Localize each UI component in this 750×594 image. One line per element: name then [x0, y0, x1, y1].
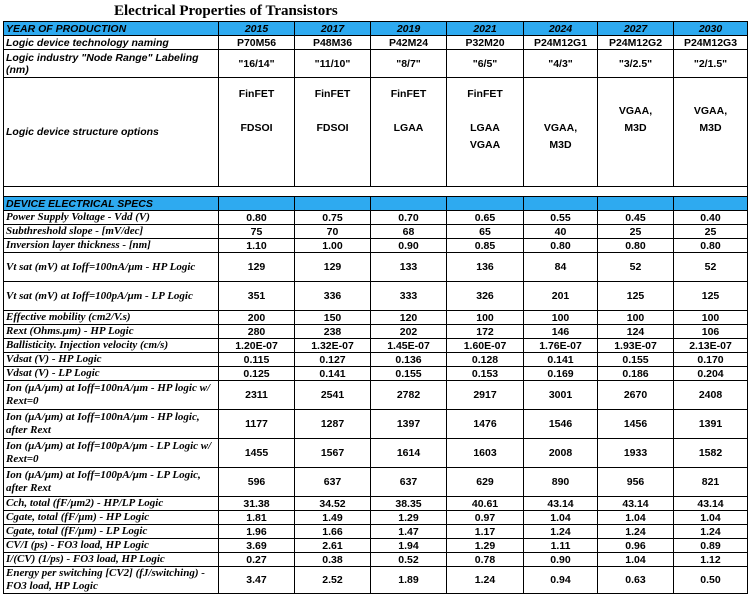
- spec-value: 100: [674, 311, 748, 325]
- spec-value: 956: [598, 468, 674, 497]
- structure-option-line: [449, 105, 521, 118]
- spec-value: 1476: [447, 410, 524, 439]
- spec-value: 1.20E-07: [219, 339, 295, 353]
- spec-label: Vdsat (V) - HP Logic: [4, 353, 219, 367]
- spec-value: 1.45E-07: [371, 339, 447, 353]
- node-range-cell: "8/7": [371, 50, 447, 78]
- spec-value: 1287: [295, 410, 371, 439]
- spec-value: 52: [598, 253, 674, 282]
- year-header-cell: 2021: [447, 22, 524, 36]
- node-range-cell: "3/2.5": [598, 50, 674, 78]
- spec-value: 125: [598, 282, 674, 311]
- spec-value: 1582: [674, 439, 748, 468]
- node-range-cell: "2/1.5": [674, 50, 748, 78]
- spec-value: 0.27: [219, 553, 295, 567]
- structure-option-line: FinFET: [238, 88, 275, 100]
- spec-value: 0.52: [371, 553, 447, 567]
- structure-option-line: M3D: [699, 122, 722, 134]
- specs-header-label: DEVICE ELECTRICAL SPECS: [4, 197, 219, 211]
- transistor-properties-table: [3, 21, 748, 594]
- spec-value: 1.00: [295, 239, 371, 253]
- spec-value: 1.89: [371, 567, 447, 594]
- spec-value: 2917: [447, 381, 524, 410]
- spec-value: 136: [447, 253, 524, 282]
- spec-value: 200: [219, 311, 295, 325]
- year-header-cell: 2019: [371, 22, 447, 36]
- spec-value: 1.81: [219, 511, 295, 525]
- naming-row-label: Logic device technology naming: [4, 36, 219, 50]
- spec-value: 3.47: [219, 567, 295, 594]
- spec-value: 0.90: [524, 553, 598, 567]
- structure-option-line: M3D: [549, 139, 572, 151]
- spec-row: [4, 410, 748, 439]
- spec-value: 890: [524, 468, 598, 497]
- structure-option-cell: [674, 78, 748, 187]
- spec-row: [4, 497, 748, 511]
- spec-value: 125: [674, 282, 748, 311]
- structure-option-line: FinFET: [314, 88, 351, 100]
- spec-value: 2782: [371, 381, 447, 410]
- spec-value: 25: [674, 225, 748, 239]
- spec-value: 1455: [219, 439, 295, 468]
- spec-value: 43.14: [524, 497, 598, 511]
- naming-cell: P24M12G1: [524, 36, 598, 50]
- spec-value: 1.60E-07: [447, 339, 524, 353]
- structure-option-cell: [524, 78, 598, 187]
- spec-value: 0.170: [674, 353, 748, 367]
- spec-value: 106: [674, 325, 748, 339]
- naming-cell: P24M12G2: [598, 36, 674, 50]
- spec-label: Vt sat (mV) at Ioff=100pA/μm - LP Logic: [4, 282, 219, 311]
- spec-value: 84: [524, 253, 598, 282]
- spec-value: 1391: [674, 410, 748, 439]
- spec-value: 1.94: [371, 539, 447, 553]
- spec-value: 38.35: [371, 497, 447, 511]
- specs-header-cell: [219, 197, 295, 211]
- spec-value: 172: [447, 325, 524, 339]
- spec-value: 25: [598, 225, 674, 239]
- spec-value: 1.11: [524, 539, 598, 553]
- spec-row: [4, 511, 748, 525]
- specs-header-cell: [524, 197, 598, 211]
- spec-value: 1567: [295, 439, 371, 468]
- spec-row: [4, 311, 748, 325]
- spec-value: 0.127: [295, 353, 371, 367]
- spec-value: 3.69: [219, 539, 295, 553]
- spec-value: 0.80: [524, 239, 598, 253]
- structure-option-line: M3D: [624, 122, 647, 134]
- spec-value: 351: [219, 282, 295, 311]
- spec-value: 0.115: [219, 353, 295, 367]
- structure-options-row: [4, 78, 748, 187]
- spec-value: 129: [295, 253, 371, 282]
- spec-value: 0.80: [598, 239, 674, 253]
- year-header-cell: 2030: [674, 22, 748, 36]
- spacer-cell: [4, 187, 748, 197]
- naming-cell: P24M12G3: [674, 36, 748, 50]
- specs-header-cell: [674, 197, 748, 211]
- year-header-cell: 2015: [219, 22, 295, 36]
- spec-label: Effective mobility (cm2/V.s): [4, 311, 219, 325]
- spec-value: 1.24: [598, 525, 674, 539]
- naming-cell: P32M20: [447, 36, 524, 50]
- spec-label: CV/I (ps) - FO3 load, HP Logic: [4, 539, 219, 553]
- naming-row: [4, 36, 748, 50]
- spec-value: 1.47: [371, 525, 447, 539]
- spec-value: 0.153: [447, 367, 524, 381]
- spec-value: 31.38: [219, 497, 295, 511]
- structure-option-line: [526, 88, 595, 101]
- spec-value: 1.24: [524, 525, 598, 539]
- spec-value: 43.14: [674, 497, 748, 511]
- specs-header-cell: [295, 197, 371, 211]
- spec-value: 100: [598, 311, 674, 325]
- spec-value: 1.04: [524, 511, 598, 525]
- structure-option-cell: [219, 78, 295, 187]
- spec-value: 0.155: [371, 367, 447, 381]
- document-title: Electrical Properties of Transistors: [114, 3, 338, 19]
- spec-value: 2.52: [295, 567, 371, 594]
- spec-value: 0.80: [219, 211, 295, 225]
- spec-row: [4, 225, 748, 239]
- structure-option-line: VGAA,: [618, 105, 653, 117]
- spec-value: 0.40: [674, 211, 748, 225]
- spec-row: [4, 325, 748, 339]
- spec-value: 0.85: [447, 239, 524, 253]
- spec-value: 146: [524, 325, 598, 339]
- spec-value: 1.04: [674, 511, 748, 525]
- spec-value: 0.65: [447, 211, 524, 225]
- naming-cell: P70M56: [219, 36, 295, 50]
- spec-value: 1.10: [219, 239, 295, 253]
- spec-value: 1.04: [598, 553, 674, 567]
- structure-option-cell: [371, 78, 447, 187]
- spec-value: 596: [219, 468, 295, 497]
- spec-label: Subthreshold slope - [mV/dec]: [4, 225, 219, 239]
- structure-option-line: [373, 105, 444, 118]
- node-range-cell: "6/5": [447, 50, 524, 78]
- spec-value: 0.50: [674, 567, 748, 594]
- spec-row: [4, 353, 748, 367]
- spec-value: 326: [447, 282, 524, 311]
- spec-value: 280: [219, 325, 295, 339]
- spec-value: 2541: [295, 381, 371, 410]
- spec-value: 75: [219, 225, 295, 239]
- spec-value: 0.75: [295, 211, 371, 225]
- spec-value: 202: [371, 325, 447, 339]
- year-header-row: [4, 22, 748, 36]
- spec-value: 1.29: [371, 511, 447, 525]
- spec-value: 1177: [219, 410, 295, 439]
- year-header-label: YEAR OF PRODUCTION: [4, 22, 219, 36]
- spec-value: 2008: [524, 439, 598, 468]
- spec-row: [4, 567, 748, 594]
- spec-value: 0.55: [524, 211, 598, 225]
- spec-row: [4, 439, 748, 468]
- structure-option-cell: [447, 78, 524, 187]
- spec-row: [4, 367, 748, 381]
- spec-row: [4, 282, 748, 311]
- spec-value: 1.93E-07: [598, 339, 674, 353]
- spec-value: 0.155: [598, 353, 674, 367]
- spec-label: Cgate, total (fF/μm) - LP Logic: [4, 525, 219, 539]
- spec-value: 0.141: [524, 353, 598, 367]
- spec-row: [4, 553, 748, 567]
- spec-value: 1397: [371, 410, 447, 439]
- spec-label: Cgate, total (fF/μm) - HP Logic: [4, 511, 219, 525]
- spec-value: 2.61: [295, 539, 371, 553]
- spec-label: Vdsat (V) - LP Logic: [4, 367, 219, 381]
- spec-value: 0.70: [371, 211, 447, 225]
- node-range-cell: "4/3": [524, 50, 598, 78]
- specs-header-cell: [447, 197, 524, 211]
- spec-value: 65: [447, 225, 524, 239]
- structure-option-line: [221, 105, 292, 118]
- spec-row: [4, 239, 748, 253]
- spec-value: 52: [674, 253, 748, 282]
- structure-option-line: FDSOI: [240, 122, 273, 134]
- structure-option-line: VGAA,: [693, 105, 728, 117]
- naming-cell: P48M36: [295, 36, 371, 50]
- spec-value: 1603: [447, 439, 524, 468]
- spec-value: 68: [371, 225, 447, 239]
- structure-options-label: Logic device structure options: [4, 78, 219, 187]
- spec-row: [4, 339, 748, 353]
- spec-label: Power Supply Voltage - Vdd (V): [4, 211, 219, 225]
- specs-header-cell: [371, 197, 447, 211]
- spec-value: 100: [524, 311, 598, 325]
- spec-value: 1.96: [219, 525, 295, 539]
- spec-value: 129: [219, 253, 295, 282]
- spec-label: Energy per switching [CV2] (fJ/switching) - FO3 load, HP Logic: [4, 567, 219, 594]
- spec-label: Ion (μA/μm) at Ioff=100pA/μm - LP Logic, after Rext: [4, 468, 219, 497]
- spec-value: 0.80: [674, 239, 748, 253]
- spec-label: Cch, total (fF/μm2) - HP/LP Logic: [4, 497, 219, 511]
- spec-value: 821: [674, 468, 748, 497]
- spec-label: I/(CV) (1/ps) - FO3 load, HP Logic: [4, 553, 219, 567]
- spec-value: 1.49: [295, 511, 371, 525]
- spec-value: 40: [524, 225, 598, 239]
- spec-value: 1.76E-07: [524, 339, 598, 353]
- spec-row: [4, 468, 748, 497]
- spec-value: 0.45: [598, 211, 674, 225]
- spec-value: 0.38: [295, 553, 371, 567]
- year-header-cell: 2027: [598, 22, 674, 36]
- spec-value: 2311: [219, 381, 295, 410]
- node-range-cell: "11/10": [295, 50, 371, 78]
- spec-value: 1933: [598, 439, 674, 468]
- spec-value: 333: [371, 282, 447, 311]
- spec-value: 238: [295, 325, 371, 339]
- spec-label: Inversion layer thickness - [nm]: [4, 239, 219, 253]
- structure-option-line: VGAA,: [543, 122, 578, 134]
- spec-value: 0.89: [674, 539, 748, 553]
- structure-option-line: LGAA: [393, 122, 424, 134]
- spec-row: [4, 381, 748, 410]
- spec-label: Ion (μA/μm) at Ioff=100nA/μm - HP logic, after Rext: [4, 410, 219, 439]
- year-header-cell: 2017: [295, 22, 371, 36]
- spec-value: 0.78: [447, 553, 524, 567]
- specs-header-cell: [598, 197, 674, 211]
- spec-value: 0.96: [598, 539, 674, 553]
- spec-value: 1.17: [447, 525, 524, 539]
- spec-label: Vt sat (mV) at Ioff=100nA/μm - HP Logic: [4, 253, 219, 282]
- spec-value: 0.125: [219, 367, 295, 381]
- structure-option-line: [676, 88, 745, 101]
- spec-value: 629: [447, 468, 524, 497]
- spec-label: Ballisticity. Injection velocity (cm/s): [4, 339, 219, 353]
- spec-value: 43.14: [598, 497, 674, 511]
- spec-value: 0.94: [524, 567, 598, 594]
- spec-value: 1.32E-07: [295, 339, 371, 353]
- spec-row: [4, 253, 748, 282]
- spec-value: 1.66: [295, 525, 371, 539]
- spec-value: 120: [371, 311, 447, 325]
- spec-value: 0.136: [371, 353, 447, 367]
- spec-value: 2670: [598, 381, 674, 410]
- structure-option-line: [600, 88, 671, 101]
- spec-value: 0.169: [524, 367, 598, 381]
- spec-label: Ion (μA/μm) at Ioff=100pA/μm - LP Logic w/ Rext=0: [4, 439, 219, 468]
- spec-value: 0.204: [674, 367, 748, 381]
- spec-value: 0.141: [295, 367, 371, 381]
- node-range-label: Logic industry "Node Range" Labeling (nm): [4, 50, 219, 78]
- spec-value: 2408: [674, 381, 748, 410]
- spec-value: 70: [295, 225, 371, 239]
- spec-value: 0.63: [598, 567, 674, 594]
- spec-label: Ion (μA/μm) at Ioff=100nA/μm - HP logic w/ Rext=0: [4, 381, 219, 410]
- spec-value: 2.13E-07: [674, 339, 748, 353]
- spec-value: 201: [524, 282, 598, 311]
- structure-option-line: VGAA: [469, 139, 501, 151]
- spec-value: 3001: [524, 381, 598, 410]
- spec-value: 637: [295, 468, 371, 497]
- spec-label: Rext (Ohms.μm) - HP Logic: [4, 325, 219, 339]
- spec-value: 0.90: [371, 239, 447, 253]
- structure-option-line: [526, 105, 595, 118]
- spec-value: 124: [598, 325, 674, 339]
- spec-value: 0.97: [447, 511, 524, 525]
- spec-value: 0.186: [598, 367, 674, 381]
- spec-value: 336: [295, 282, 371, 311]
- spec-row: [4, 539, 748, 553]
- node-range-cell: "16/14": [219, 50, 295, 78]
- spec-value: 133: [371, 253, 447, 282]
- specs-header-row: [4, 197, 748, 211]
- spec-value: 1.12: [674, 553, 748, 567]
- spec-value: 1.29: [447, 539, 524, 553]
- spec-value: 1614: [371, 439, 447, 468]
- structure-option-line: [297, 105, 368, 118]
- spec-value: 1.04: [598, 511, 674, 525]
- spec-value: 0.128: [447, 353, 524, 367]
- spec-value: 40.61: [447, 497, 524, 511]
- spec-value: 100: [447, 311, 524, 325]
- structure-option-line: FinFET: [467, 88, 503, 100]
- naming-cell: P42M24: [371, 36, 447, 50]
- spec-value: 1546: [524, 410, 598, 439]
- spec-value: 1.24: [674, 525, 748, 539]
- section-spacer: [4, 187, 748, 197]
- structure-option-line: LGAA: [470, 122, 500, 134]
- spec-row: [4, 211, 748, 225]
- node-range-row: [4, 50, 748, 78]
- spec-value: 637: [371, 468, 447, 497]
- structure-option-line: FDSOI: [316, 122, 349, 134]
- spec-row: [4, 525, 748, 539]
- structure-option-cell: [598, 78, 674, 187]
- spec-value: 1.24: [447, 567, 524, 594]
- spec-value: 34.52: [295, 497, 371, 511]
- year-header-cell: 2024: [524, 22, 598, 36]
- spec-value: 1456: [598, 410, 674, 439]
- spec-value: 150: [295, 311, 371, 325]
- structure-option-line: FinFET: [390, 88, 427, 100]
- structure-option-cell: [295, 78, 371, 187]
